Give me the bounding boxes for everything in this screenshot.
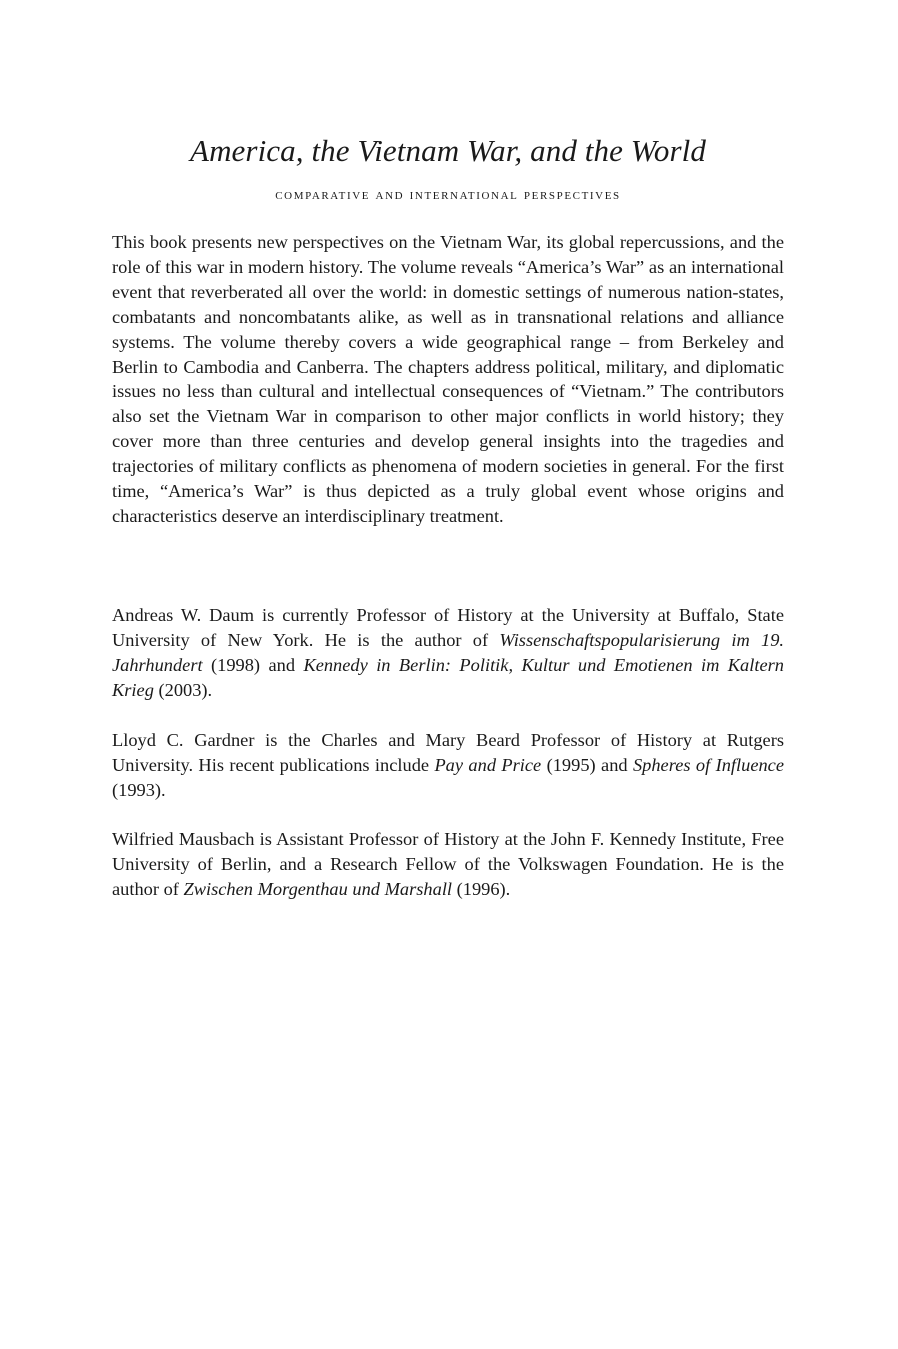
book-work-title: Wissenschaftspopularisierung im 19. Jahrhundert [112,629,784,675]
book-work-title: Pay and Price [434,754,542,775]
editor-bio-text: Andreas W. Daum is currently Professor of History at the University at Buffalo, State University of New York. He is the author of [112,605,784,650]
book-title: America, the Vietnam War, and the World [190,133,706,168]
book-subtitle: comparative and international perspectives [275,186,621,203]
editor-bio-text: (1995) and [541,754,633,775]
editor-bio-text: (1993). [112,779,166,800]
book-work-title: Spheres of Influence [632,754,784,775]
book-description: This book presents new perspectives on the Vietnam War, its global repercussions, and the role of this war in modern history. The volume reveals “America’s War” as an international event that reverberated all over the world: in domestic settings of numerous nation-states, combatants and noncombatants alike, as well as in transnational relations and alliance systems. The volume thereby covers a wide geographical range – from Berkeley and Berlin to Cambodia and Canberra. The chapters address political, military, and diplomatic issues no less than cultural and intellectual consequences of “Vietnam.” The contributors also set the Vietnam War in comparison to other major conflicts in world history; they cover more than three centuries and develop general insights into the tragedies and trajectories of military conflicts as phenomena of modern societies in general. For the first time, “America’s War” is thus depicted as a truly global event whose origins and characteristics deserve an interdisciplinary treatment. [112,232,784,526]
book-work-title: Zwischen Morgenthau und Marshall [183,878,453,899]
editor-bio-daum [112,603,784,703]
editor-bio-gardner [112,728,784,803]
editor-bio-text: (1998) and [202,654,304,675]
editor-bio-mausbach [112,827,784,902]
book-work-title: Kennedy in Berlin: Politik, Kultur und Emotienen im Kaltern Krieg [112,654,784,700]
editor-bio-text: Wilfried Mausbach is Assistant Professor of History at the John F. Kennedy Institute, Free University of Berlin, and a Research Fellow of the Volkswagen Foundation. He is the author of [112,829,784,899]
editor-bio-text: (1996). [452,878,511,899]
editor-bio-text: Lloyd C. Gardner is the Charles and Mary Beard Professor of History at Rutgers University. His recent publications include [112,730,784,775]
editor-bio-text: (2003). [153,679,213,700]
